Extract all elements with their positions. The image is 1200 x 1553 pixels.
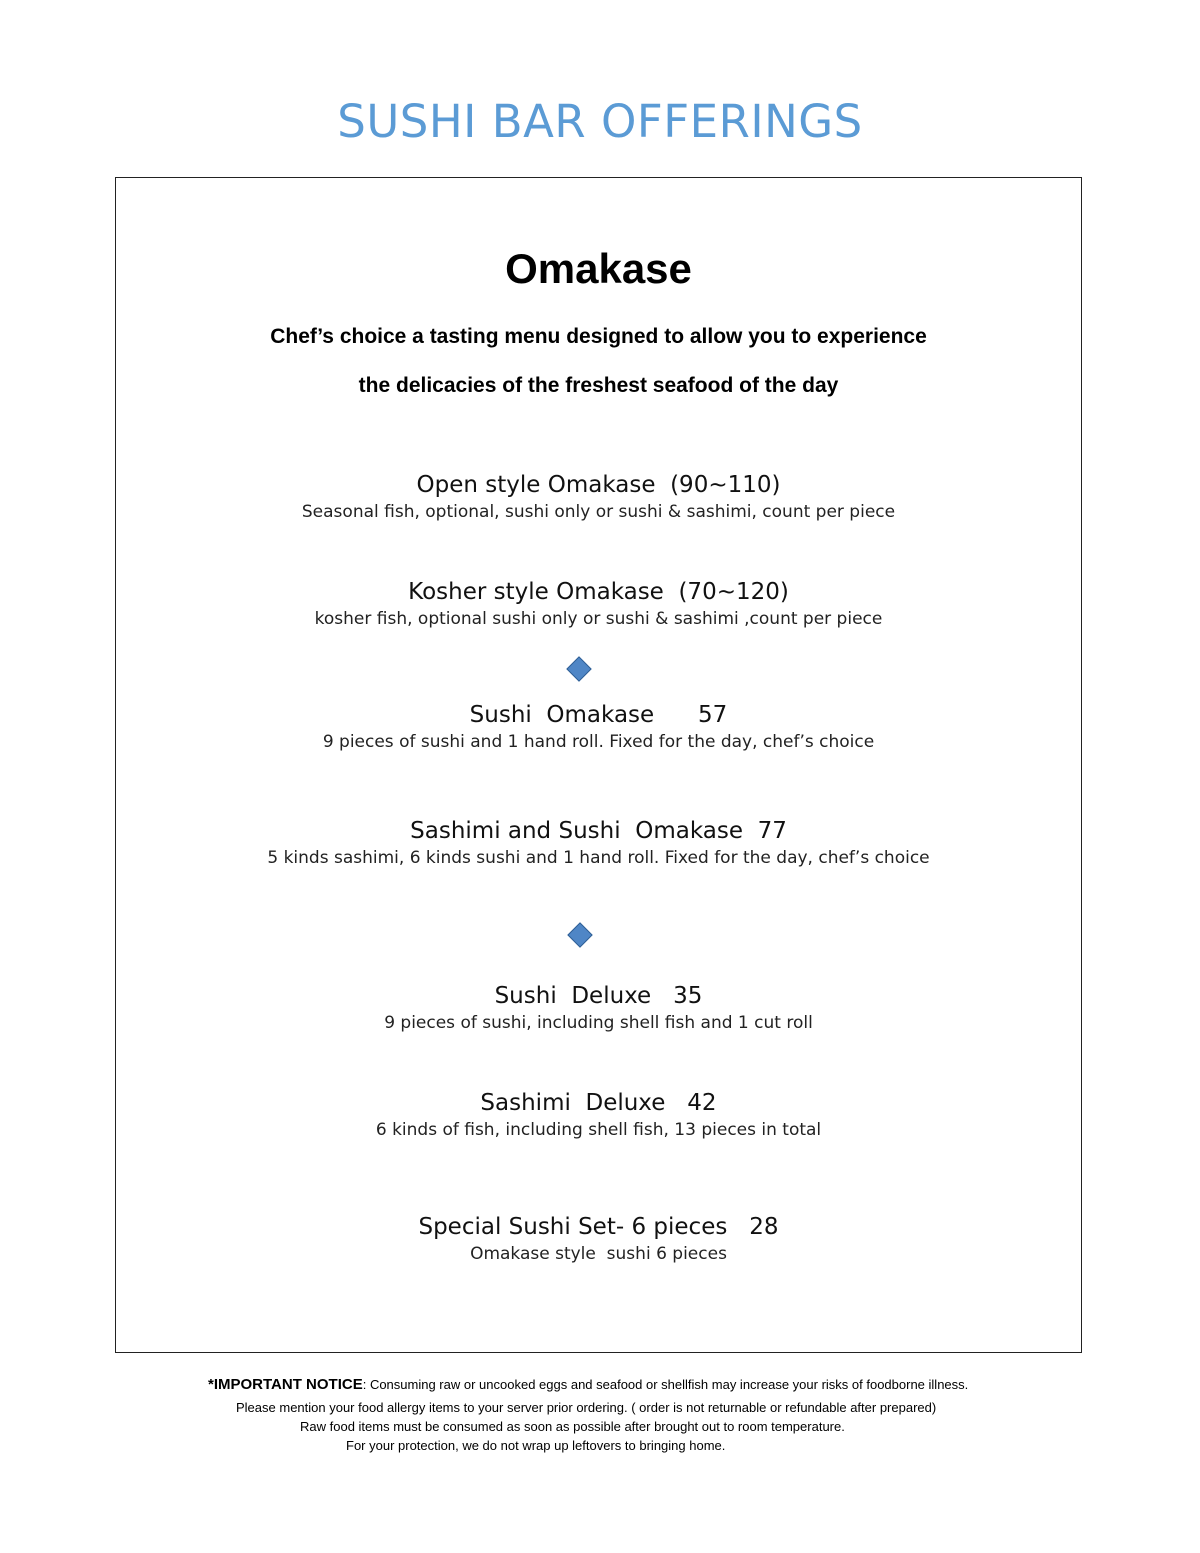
- item-description: 6 kinds of fish, including shell fish, 13 pieces in total: [375, 1120, 822, 1140]
- page-title: SUSHI BAR OFFERINGS: [337, 95, 863, 149]
- notice-text: : Consuming raw or uncooked eggs and seafood or shellfish may increase your risks of foodborne illness.: [362, 1377, 969, 1392]
- item-name: Special Sushi Set- 6 pieces 28: [418, 1214, 779, 1240]
- menu-item-open-style-omakase: [116, 470, 1081, 524]
- item-name: Kosher style Omakase (70~120): [408, 579, 789, 605]
- item-description: Seasonal fish, optional, sushi only or sushi & sashimi, count per piece: [301, 502, 896, 522]
- item-description: 9 pieces of sushi, including shell fish and 1 cut roll: [384, 1013, 813, 1033]
- item-name: Sushi Omakase 57: [469, 702, 728, 728]
- menu-item-sashimi-and-sushi-omakase: [116, 816, 1081, 870]
- menu-item-sashimi-deluxe: [116, 1088, 1081, 1142]
- menu-item-special-sushi-set: [116, 1212, 1081, 1266]
- item-name: Sashimi Deluxe 42: [480, 1090, 717, 1116]
- diamond-divider-icon: [567, 922, 592, 947]
- menu-item-sushi-omakase: [116, 700, 1081, 754]
- notice-line-3: Raw food items must be consumed as soon as possible after brought out to room temperature.: [300, 1419, 845, 1434]
- item-name: Sashimi and Sushi Omakase 77: [410, 818, 787, 844]
- intro-line-2: the delicacies of the freshest seafood of the day: [358, 374, 839, 397]
- intro-line-1: Chef’s choice a tasting menu designed to allow you to experience: [270, 325, 927, 348]
- item-description: Omakase style sushi 6 pieces: [470, 1244, 727, 1264]
- diamond-divider-icon: [566, 656, 591, 681]
- menu-box: [115, 177, 1082, 1353]
- item-name: Open style Omakase (90~110): [416, 472, 781, 498]
- item-description: 5 kinds sashimi, 6 kinds sushi and 1 hand roll. Fixed for the day, chef’s choice: [267, 848, 930, 868]
- item-description: kosher fish, optional sushi only or sushi & sashimi ,count per piece: [314, 609, 883, 629]
- menu-item-kosher-style-omakase: [116, 577, 1081, 631]
- menu-item-sushi-deluxe: [116, 981, 1081, 1035]
- notice-line-1: [208, 1375, 968, 1394]
- notice-line-2: Please mention your food allergy items to your server prior ordering. ( order is not returnable or refundable after prepared): [236, 1400, 937, 1415]
- item-description: 9 pieces of sushi and 1 hand roll. Fixed for the day, chef’s choice: [322, 732, 875, 752]
- section-heading: Omakase: [505, 245, 692, 292]
- notice-label: *IMPORTANT NOTICE: [208, 1376, 363, 1393]
- item-name: Sushi Deluxe 35: [494, 983, 703, 1009]
- notice-line-4: For your protection, we do not wrap up leftovers to bringing home.: [346, 1438, 726, 1453]
